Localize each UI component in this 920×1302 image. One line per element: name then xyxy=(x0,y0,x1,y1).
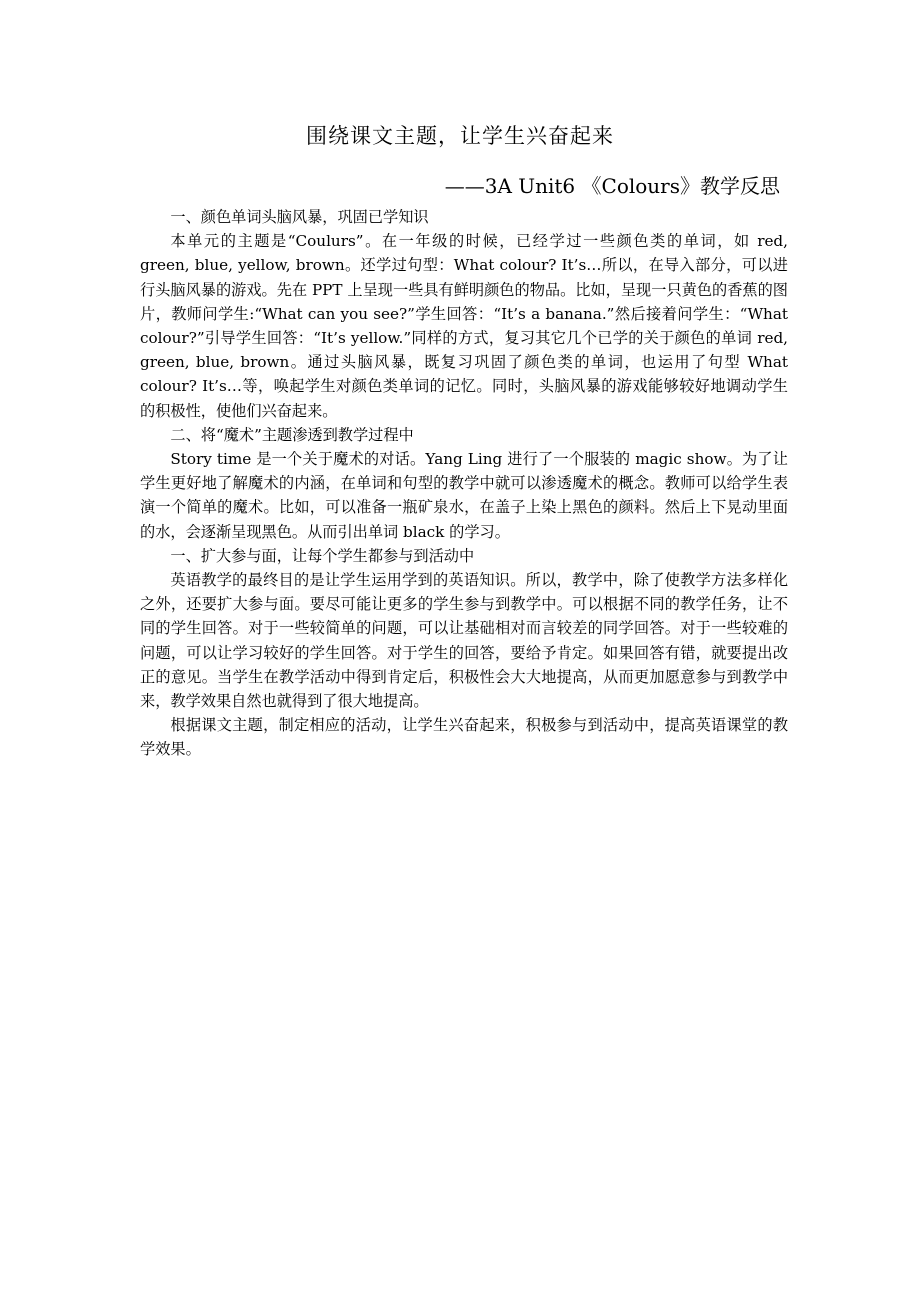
section-heading-1: 一、颜色单词头脑风暴，巩固已学知识 xyxy=(170,208,429,226)
section-heading-3: 一、扩大参与面，让每个学生都参与到活动中 xyxy=(170,546,475,565)
document-title: 围绕课文主题，让学生兴奋起来 xyxy=(306,124,614,148)
section-1-paragraph-1: 本单元的主题是“Coulurs”。在一年级的时候，已经学过一些颜色类的单词，如 red, green, blue, yellow, brown。还学过句型：What colour? It’s…所以，在导入部分，可以进行头脑风暴的游戏。先在 PPT 上呈现一些具有鲜明颜色的物品。比如，呈现一只黄色的香蕉的图片，教师问学生:“What can you see?”学生回答：“It’s a banana.”然后接着问学生：“What colour?”引导学生回答：“It’s yellow.”同样的方式，复习其它几个已学的关于颜色的单词 red, green, blue, brown。通过头脑风暴，既复习巩固了颜色类的单词，也运用了句型 What colour? It’s…等，唤起学生对颜色类单词的记忆。同时，头脑风暴的游戏能够较好地调动学生的积极性，使他们兴奋起来。 xyxy=(140,232,788,420)
document-body xyxy=(140,205,788,762)
section-3-paragraph-1: 英语教学的最终目的是让学生运用学到的英语知识。所以，教学中，除了使教学方法多样化之外，还要扩大参与面。要尽可能让更多的学生参与到教学中。可以根据不同的教学任务，让不同的学生回答。对于一些较简单的问题，可以让基础相对而言较差的同学回答。对于一些较难的问题，可以让学习较好的学生回答。对于学生的回答，要给予肯定。如果回答有错，就要提出改正的意见。当学生在教学活动中得到肯定后，积极性会大大地提高，从而更加愿意参与到教学中来，教学效果自然也就得到了很大地提高。 xyxy=(140,571,788,711)
section-2-paragraph-1: Story time 是一个关于魔术的对话。Yang Ling 进行了一个服装的 magic show。为了让学生更好地了解魔术的内涵，在单词和句型的教学中就可以渗透魔术的概念。教师可以给学生表演一个简单的魔术。比如，可以准备一瓶矿泉水，在盖子上染上黑色的颜料。然后上下晃动里面的水，会逐渐呈现黑色。从而引出单词 black 的学习。 xyxy=(140,450,788,541)
document-subtitle: ——3A Unit6 《Colours》教学反思 xyxy=(444,174,780,198)
closing-paragraph: 根据课文主题，制定相应的活动，让学生兴奋起来，积极参与到活动中，提高英语课堂的教学效果。 xyxy=(140,716,788,759)
section-heading-2: 二、将“魔术”主题渗透到教学过程中 xyxy=(170,425,414,444)
